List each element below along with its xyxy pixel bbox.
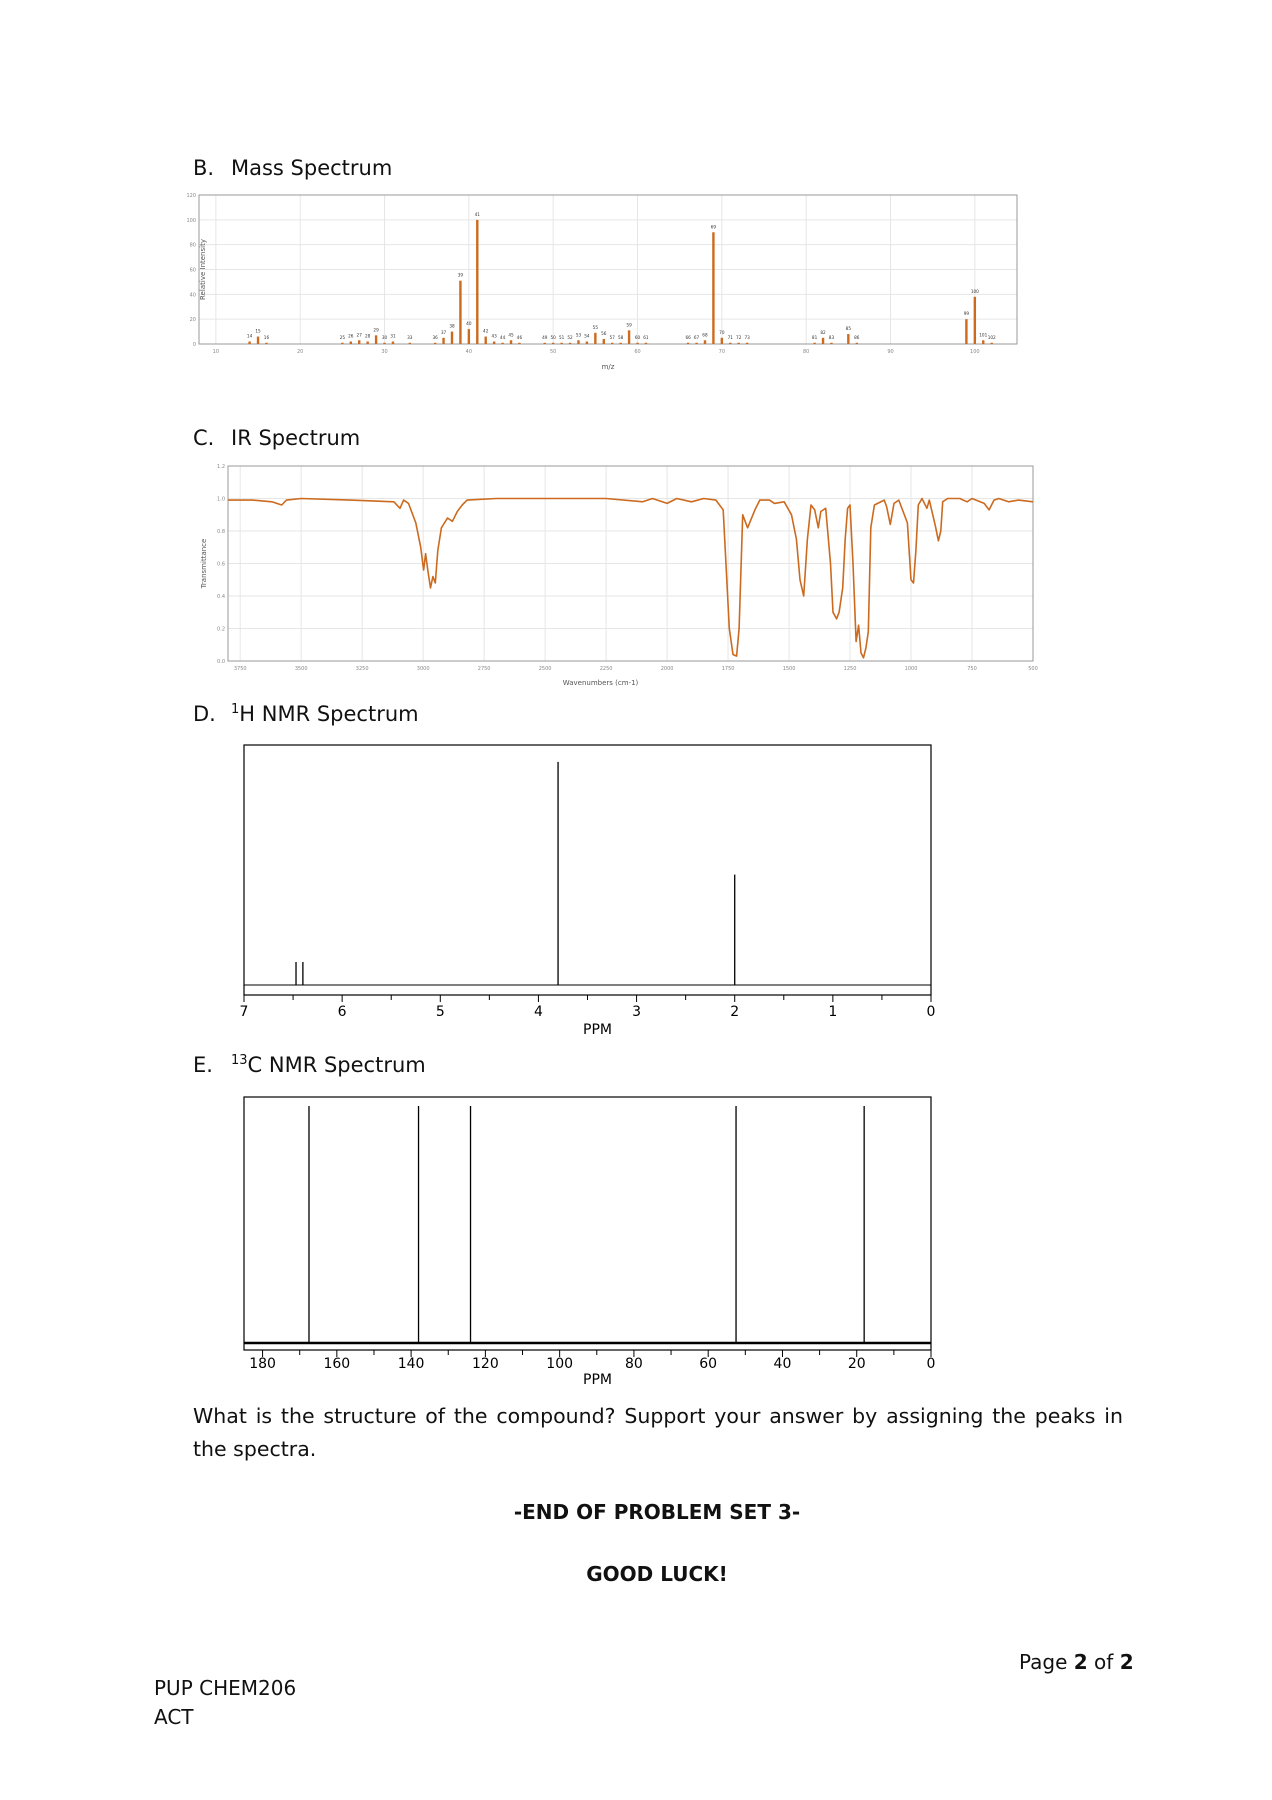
hnmr-xtick-label: 7 [239,1004,249,1020]
cnmr-xtick-label: 0 [926,1356,936,1372]
ir-xlabel: Wavenumbers (cm-1) [562,679,639,687]
ir-spectrum-chart [185,458,1040,698]
cnmr-xtick-label: 80 [625,1356,643,1372]
ir-xtick-label: 3750 [233,666,247,672]
course-footer: PUP CHEM206 ACT [154,1676,297,1729]
ms-peak-label: 102 [987,334,996,340]
ir-ytick-label: 0.2 [217,626,225,633]
ms-peak-label: 29 [373,327,379,333]
ms-peak-label: 58 [617,334,624,340]
hnmr-spectrum-chart [230,740,960,1040]
ms-peak-label: 100 [970,288,979,294]
mass-spectrum-chart [185,188,1025,423]
ir-xtick-label: 1000 [904,666,918,672]
ir-xtick-label: 1750 [721,666,735,672]
ms-ytick-label: 100 [186,217,196,224]
ms-peak-label: 99 [963,311,970,317]
ms-peak-label: 51 [558,334,565,340]
ir-ytick-label: 1.2 [217,464,225,470]
ms-peak-label: 33 [407,334,413,340]
ms-xtick-label: 80 [802,349,810,355]
cnmr-xtick-label: 60 [699,1356,718,1372]
ir-xtick-label: 750 [967,666,977,672]
ms-peak-label: 86 [854,334,860,340]
ms-peak-label: 36 [432,334,438,340]
ir-xtick-label: 1250 [843,666,857,672]
ir-xtick-label: 2250 [599,666,613,672]
good-luck: GOOD LUCK! [586,1562,728,1586]
hnmr-xtick-label: 0 [926,1004,936,1020]
hnmr-xtick-label: 1 [828,1004,838,1020]
ms-peak-label: 27 [356,332,362,338]
ms-ytick-label: 40 [189,292,196,299]
ms-peak-label: 71 [727,334,733,340]
ms-peak-label: 28 [364,333,371,339]
ms-peak-label: 68 [702,332,708,338]
ir-xtick-label: 1500 [782,666,796,672]
page-number: Page 2 of 2 [1019,1650,1134,1674]
ms-peak-label: 54 [584,333,590,339]
ms-peak-label: 82 [820,329,826,335]
cnmr-xtick-label: 140 [397,1356,425,1372]
hnmr-xtick-label: 5 [435,1004,445,1020]
section-title-hnmr: D. $^1$H NMR Spectrum [193,702,419,726]
ms-peak-label: 60 [634,334,641,340]
ms-peak-label: 72 [736,334,742,340]
ir-xtick-label: 3500 [294,666,308,672]
section-title-ms: B. Mass Spectrum [193,156,393,180]
ms-peak-label: 30 [381,334,388,340]
ms-peak-label: 49 [542,334,548,340]
ms-peak-label: 16 [263,334,270,340]
ms-peak-label: 101 [979,332,988,338]
ms-xtick-label: 40 [465,349,473,355]
ms-peak-label: 38 [449,323,455,329]
ms-ytick-label: 60 [189,267,196,274]
hnmr-xtick-label: 6 [337,1004,347,1020]
ir-xtick-label: 3250 [355,666,369,672]
ms-peak-label: 81 [811,334,818,340]
cnmr-xtick-label: 160 [323,1356,351,1372]
ms-peak-label: 61 [643,334,649,340]
hnmr-xlabel: PPM [583,1022,612,1038]
ms-peak-label: 41 [474,211,480,217]
ms-peak-label: 43 [491,333,497,339]
ms-ylabel: Relative Intensity [199,239,207,300]
hnmr-xtick-label: 2 [730,1004,740,1020]
hnmr-plot-frame [244,745,931,995]
cnmr-plot-frame [244,1097,931,1350]
ms-peak-label: 39 [457,272,464,278]
ms-peak-label: 40 [466,321,472,327]
ms-peak-label: 57 [609,334,615,340]
ir-xtick-label: 3000 [416,666,430,672]
ms-xtick-label: 10 [212,349,220,355]
ms-peak-label: 26 [348,333,354,339]
ms-peak-label: 85 [845,326,852,332]
ms-peak-label: 37 [440,329,447,335]
ms-peak-label: 44 [499,334,506,340]
ms-xtick-label: 90 [887,349,894,355]
ms-xtick-label: 100 [970,349,980,355]
ir-xtick-label: 2750 [477,666,491,672]
ms-peak-label: 73 [744,334,750,340]
ms-peak-label: 55 [592,324,599,330]
cnmr-xlabel: PPM [583,1372,612,1388]
ir-xtick-label: 2500 [538,666,552,672]
cnmr-xtick-label: 120 [472,1356,499,1372]
ms-ytick-label: 80 [189,242,196,249]
ms-peak-label: 69 [710,224,717,230]
ms-xtick-label: 20 [297,349,304,355]
ir-ytick-label: 0.6 [217,561,225,568]
ir-ylabel: Transmittance [200,538,208,589]
ms-peak-label: 52 [567,334,573,340]
ms-xtick-label: 70 [718,349,726,355]
ms-peak-label: 42 [483,328,489,334]
ms-peak-label: 66 [685,334,691,340]
ms-peak-label: 56 [601,331,607,337]
hnmr-xtick-label: 3 [632,1004,642,1020]
ir-trace [228,499,1033,658]
ir-xtick-label: 500 [1028,666,1038,672]
ms-ytick-label: 0 [192,342,196,348]
question-text: What is the structure of the compound? Support your answer by assigning the peaks in the spectra. [193,1404,1123,1461]
cnmr-xtick-label: 180 [249,1356,276,1372]
ms-peak-label: 14 [246,333,253,339]
ir-ytick-label: 0.0 [217,659,225,665]
ms-ytick-label: 120 [186,193,196,199]
ms-peak-label: 46 [516,334,523,340]
hnmr-xtick-label: 4 [533,1004,543,1020]
cnmr-xtick-label: 40 [773,1356,792,1372]
cnmr-xtick-label: 100 [546,1356,574,1372]
ms-peak-label: 67 [693,334,700,340]
cnmr-xtick-label: 20 [847,1356,866,1372]
cnmr-spectrum-chart [230,1092,960,1392]
ms-peak-label: 70 [719,329,725,335]
ms-peak-label: 53 [575,332,582,338]
ir-ytick-label: 0.8 [217,529,225,535]
ms-xtick-label: 50 [549,349,557,355]
ms-ytick-label: 20 [189,317,196,324]
ir-ytick-label: 1.0 [217,496,225,503]
ms-peak-label: 59 [626,322,632,328]
section-title-ir: C. IR Spectrum [193,426,361,450]
end-of-problem-set: -END OF PROBLEM SET 3- [513,1500,801,1524]
ms-peak-label: 25 [339,334,346,340]
ms-peak-label: 83 [828,334,835,340]
ms-xtick-label: 60 [634,349,641,355]
section-title-cnmr: E. $^{13}$C NMR Spectrum [193,1053,426,1077]
ir-xtick-label: 2000 [660,666,674,672]
ms-xtick-label: 30 [381,349,388,355]
ir-ytick-label: 0.4 [217,594,225,600]
ms-xlabel: m/z [601,363,615,371]
ms-peak-label: 15 [255,328,261,334]
ms-peak-label: 50 [550,334,556,340]
ms-peak-label: 31 [390,333,396,339]
ms-peak-label: 45 [508,332,514,338]
